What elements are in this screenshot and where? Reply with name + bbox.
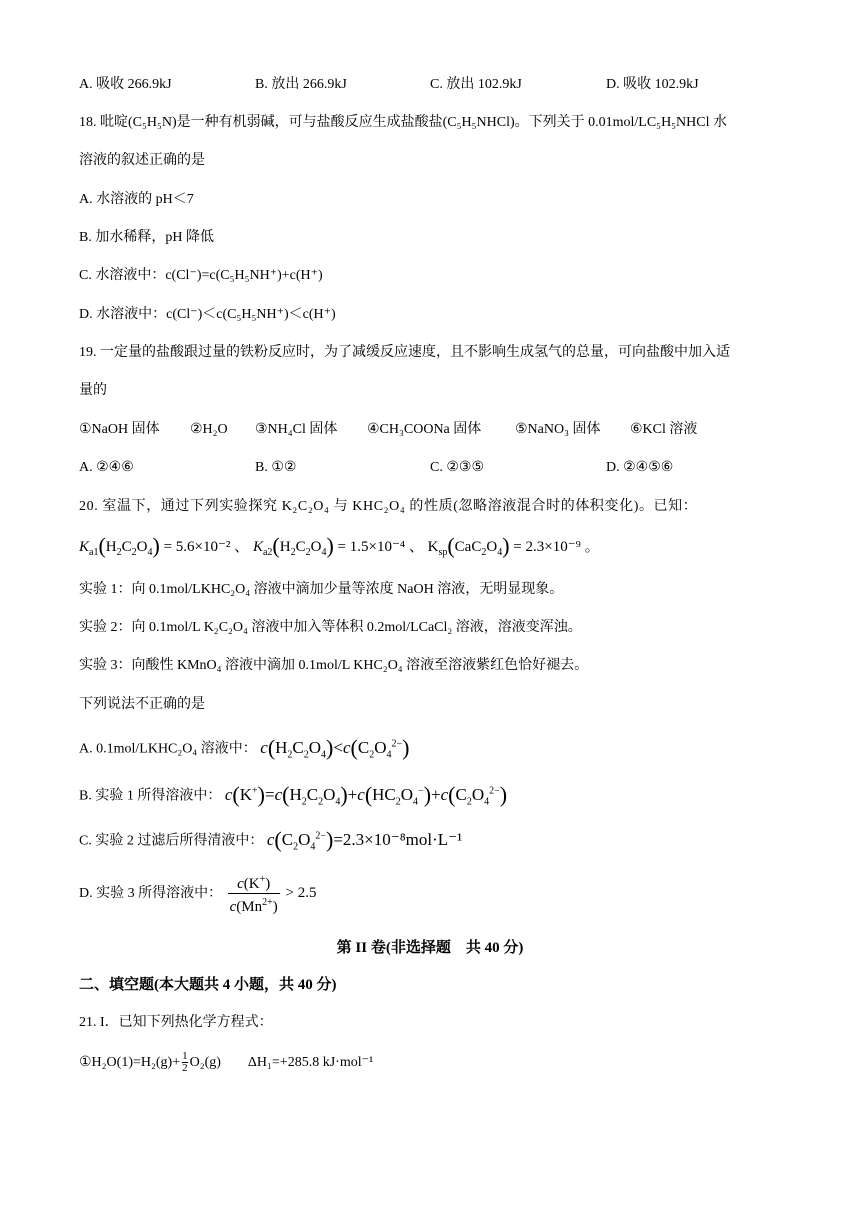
q20-option-a (79, 734, 409, 765)
q19-reagent-4: ④CH₃COONa 固体 (367, 422, 482, 437)
q20-stem-line1: 20. 室温下，通过下列实验探究 K₂C₂O₄ 与 KHC₂O₄ 的性质(忽略溶液混合时的体积变化)。已知： (79, 499, 698, 514)
q18-option-c: C. 水溶液中：c(Cl⁻)=c(C₅H₅NH⁺)+c(H⁺) (79, 268, 323, 283)
q17-option-c: C. 放出 102.9kJ (430, 77, 522, 92)
q21-eq1-fraction: $\frac{1}{2}$ (182, 1050, 188, 1075)
q19-reagent-5: ⑤NaNO₃ 固体 (515, 422, 601, 437)
q18-option-d: D. 水溶液中：c(Cl⁻)＜c(C₅H₅NH⁺)＜c(H⁺) (79, 307, 336, 322)
q21-eq1-enthalpy: ΔH₁=+285.8 kJ·mol⁻¹ (247, 1055, 374, 1070)
q19-option-b: B. ①② (255, 460, 297, 475)
q19-option-c: C. ②③⑤ (430, 460, 484, 475)
section2-heading: 二、填空题(本大题共 4 小题，共 40 分) (79, 977, 337, 993)
q20-option-a-formula: $c(H_2C_2O_4)<c(C_2O_4^{2-})$ (260, 734, 410, 761)
q20-option-c-value: 2.3×10⁻⁸ (342, 829, 406, 849)
q19-reagent-2: ②H₂O (190, 422, 228, 437)
q20-exp2: 实验 2：向 0.1mol/L K₂C₂O₄ 溶液中加入等体积 0.2mol/LCaCl₂ 溶液，溶液变浑浊。 (79, 620, 582, 635)
q19-stem-line1: 19. 一定量的盐酸跟过量的铁粉反应时，为了减缓反应速度，且不影响生成氢气的总量，可向盐酸中加入适 (79, 345, 730, 360)
q20-option-d (79, 870, 317, 917)
q20-option-c-formula: $c(C_2O_4^{2-})=2.3\times 10^{-8}mol\cdot L^{-1}$ (266, 826, 463, 853)
q18-option-b: B. 加水稀释，pH 降低 (79, 230, 214, 245)
q19-reagent-3: ③NH₄Cl 固体 (255, 422, 338, 437)
q20-question: 下列说法不正确的是 (79, 697, 205, 712)
q18-option-a: A. 水溶液的 pH＜7 (79, 192, 194, 207)
q19-option-d: D. ②④⑤⑥ (606, 460, 674, 475)
ka2-value: 1.5×10⁻⁴ (349, 539, 406, 555)
q21-eq1-left: ①H₂O(1)=H₂(g)+ (79, 1055, 181, 1070)
ksp-value: 2.3×10⁻⁹ (525, 539, 581, 555)
q17-option-a: A. 吸收 266.9kJ (79, 77, 172, 92)
q20-option-d-label: D. 实验 3 所得溶液中： (79, 886, 223, 901)
q20-option-c-label: C. 实验 2 过滤后所得清液中： (79, 833, 264, 849)
q21-equation-1 (79, 1049, 373, 1077)
q20-option-a-label: A. 0.1mol/LKHC₂O₄ 溶液中： (79, 741, 257, 757)
q18-stem-line2: 溶液的叙述正确的是 (79, 153, 205, 168)
q17-option-b: B. 放出 266.9kJ (255, 77, 347, 92)
q20-option-c (79, 826, 462, 857)
q19-reagent-1: ①NaOH 固体 (79, 422, 160, 437)
q18-stem-line1: 18. 吡啶(C₅H₅N)是一种有机弱碱，可与盐酸反应生成盐酸盐(C₅H₅NHCl)。下列关于 0.01mol/LC₅H₅NHCl 水 (79, 115, 728, 130)
ka1-value: 5.6×10⁻² (175, 539, 231, 555)
q20-option-b-formula: $c(K^+)=c(H_2C_2O_4)+c(HC_2O_4^-)+c(C_2O_4^{2-})$ (224, 781, 508, 808)
part2-heading: 第 II 卷(非选择题 共 40 分) (336, 940, 524, 956)
q17-option-d: D. 吸收 102.9kJ (606, 77, 699, 92)
q20-exp3: 实验 3：向酸性 KMnO₄ 溶液中滴加 0.1mol/L KHC₂O₄ 溶液至溶液紫红色恰好褪去。 (79, 658, 589, 673)
q19-reagent-6: ⑥KCl 溶液 (630, 422, 698, 437)
q20-option-d-value: 2.5 (297, 885, 317, 901)
q20-option-b-label: B. 实验 1 所得溶液中： (79, 788, 222, 804)
q20-constants: $K_{a1}(H_2C_2O_4) = 5.6\times 10^{-2}$ 、 $K_{a2}(H_2C_2O_4) = 1.5\times 10^{-4}$ 、 $K_{sp}(CaC_2O_4) = 2.3\times 10^{-9}$ 。 (79, 533, 600, 558)
q21-intro: 21. I．已知下列热化学方程式： (79, 1015, 273, 1030)
q19-stem-line2: 量的 (79, 383, 107, 398)
q20-option-b (79, 781, 507, 812)
q20-option-c-unit: mol·L⁻¹ (405, 829, 463, 849)
q20-exp1: 实验 1：向 0.1mol/LKHC₂O₄ 溶液中滴加少量等浓度 NaOH 溶液，无明显现象。 (79, 582, 564, 597)
q20-option-d-formula: $\frac{c(K^+)}{c(Mn^{2+})}$ > 2.5 (226, 885, 317, 901)
q19-option-a: A. ②④⑥ (79, 460, 134, 475)
q21-eq1-right: O₂(g) (189, 1055, 221, 1070)
